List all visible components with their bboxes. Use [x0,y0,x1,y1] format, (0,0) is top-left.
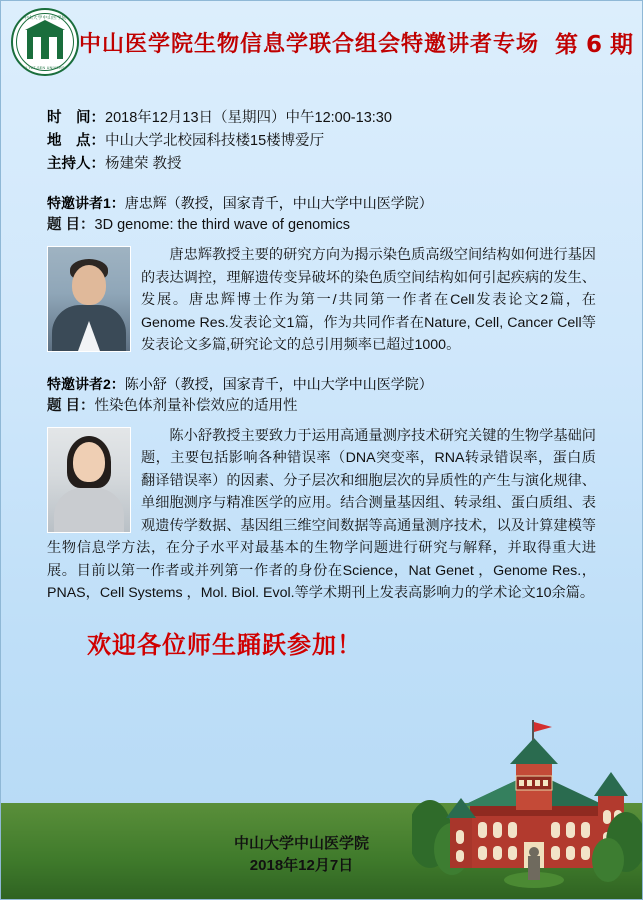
info-value-location: 中山大学北校园科技楼15楼博爱厅 [105,133,325,149]
university-logo-icon [11,8,79,76]
speaker-block-1 [47,192,596,357]
portrait-head [73,442,105,482]
speaker-1-topic: 3D genome: the third wave of genomics [94,217,351,233]
logo-top-text: 中山大学中山医学院 [23,15,67,20]
speaker-block-2 [47,373,596,605]
footer-date: 2018年12月7日 [249,857,354,874]
issue-number: 第 6 期 [555,31,634,58]
info-value-host: 杨建荣 教授 [105,156,182,172]
speaker-1-topic-label: 题 目： [47,217,95,233]
logo-gate-shape [27,29,63,59]
speaker-2-heading [47,373,596,395]
speaker-1-photo [47,246,131,352]
speaker-1-label: 特邀讲者1： [47,195,125,211]
speaker-2-bio: 陈小舒教授主要致力于运用高通量测序技术研究关键的生物学基础问题，主要包括影响各种错误率（DNA突变率，RNA转录错误率，蛋白质翻译错误率）的因素、分子层次和细胞层次的异质性的产生与演化规律、单细胞测序与精准医学的应用。结合测量基因组、转录组、蛋白质组、表观遗传学数据、基因组三维空间数据等高通量测序技术，以及计算建模等生物信息学方法，在分子水平对最基本的生物学问题进行研究与解释，并取得重大进展。目前以第一作者或并列第一作者的身份在Science，Nat Genet ，Genome Res.，PNAS，Cell Systems ，Mol. Biol. Evol.等学术期刊上发表高影响力的学术论文10余篇。 [47,427,596,601]
speaker-2-topic-label: 题 目： [47,397,95,414]
info-label-host: 主持人： [47,156,105,172]
page-title: 中山医学院生物信息学联合组会特邀讲者专场 [79,31,540,57]
speaker-2-bio-row [47,425,596,605]
speaker-2-name: 陈小舒（教授，国家青千，中山大学中山医学院） [124,375,433,392]
logo-bottom-text: SUN YAT-SEN UNIVERSITY [18,66,72,70]
poster-footer [1,833,642,877]
speaker-2-topic: 性染色体剂量补偿效应的适用性 [94,397,298,414]
footer-organization: 中山大学中山医学院 [233,835,369,852]
portrait-head [72,265,106,305]
speaker-1-bio: 唐忠辉教授主要的研究方向为揭示染色质高级空间结构如何进行基因的表达调控，理解遗传变异破坏的染色质空间结构如何引起疾病的发生、发展。唐忠辉博士作为第一/共同第一作者在Cell发表论文2篇，在Genome Res.发表论文1篇，作为共同作者在Nature, Cell, Cancer Cell等发表论文多篇,研究论文的总引用频率已超过1000。 [141,247,596,353]
poster-header [1,1,642,83]
speaker-1-bio-row [47,244,596,357]
speaker-1-heading [47,192,596,214]
speaker-1-topic-row [47,214,596,236]
speaker-1-name: 唐忠辉（教授，国家青千，中山大学中山医学院） [124,195,433,211]
speaker-2-topic-row [47,395,596,417]
info-row-time [47,107,596,130]
info-row-location [47,130,596,153]
info-row-host [47,153,596,176]
portrait-body [54,488,124,532]
info-label-time: 时 间： [47,110,105,126]
info-value-time: 2018年12月13日（星期四）中午12:00-13:30 [105,110,392,126]
welcome-message: 欢迎各位师生踊跃参加！ [87,630,362,659]
poster-content [1,83,642,660]
info-label-location: 地 点： [47,133,105,149]
speaker-2-label: 特邀讲者2： [47,375,125,392]
speaker-2-photo [47,427,131,533]
event-info [47,107,596,176]
title-block [79,26,643,59]
